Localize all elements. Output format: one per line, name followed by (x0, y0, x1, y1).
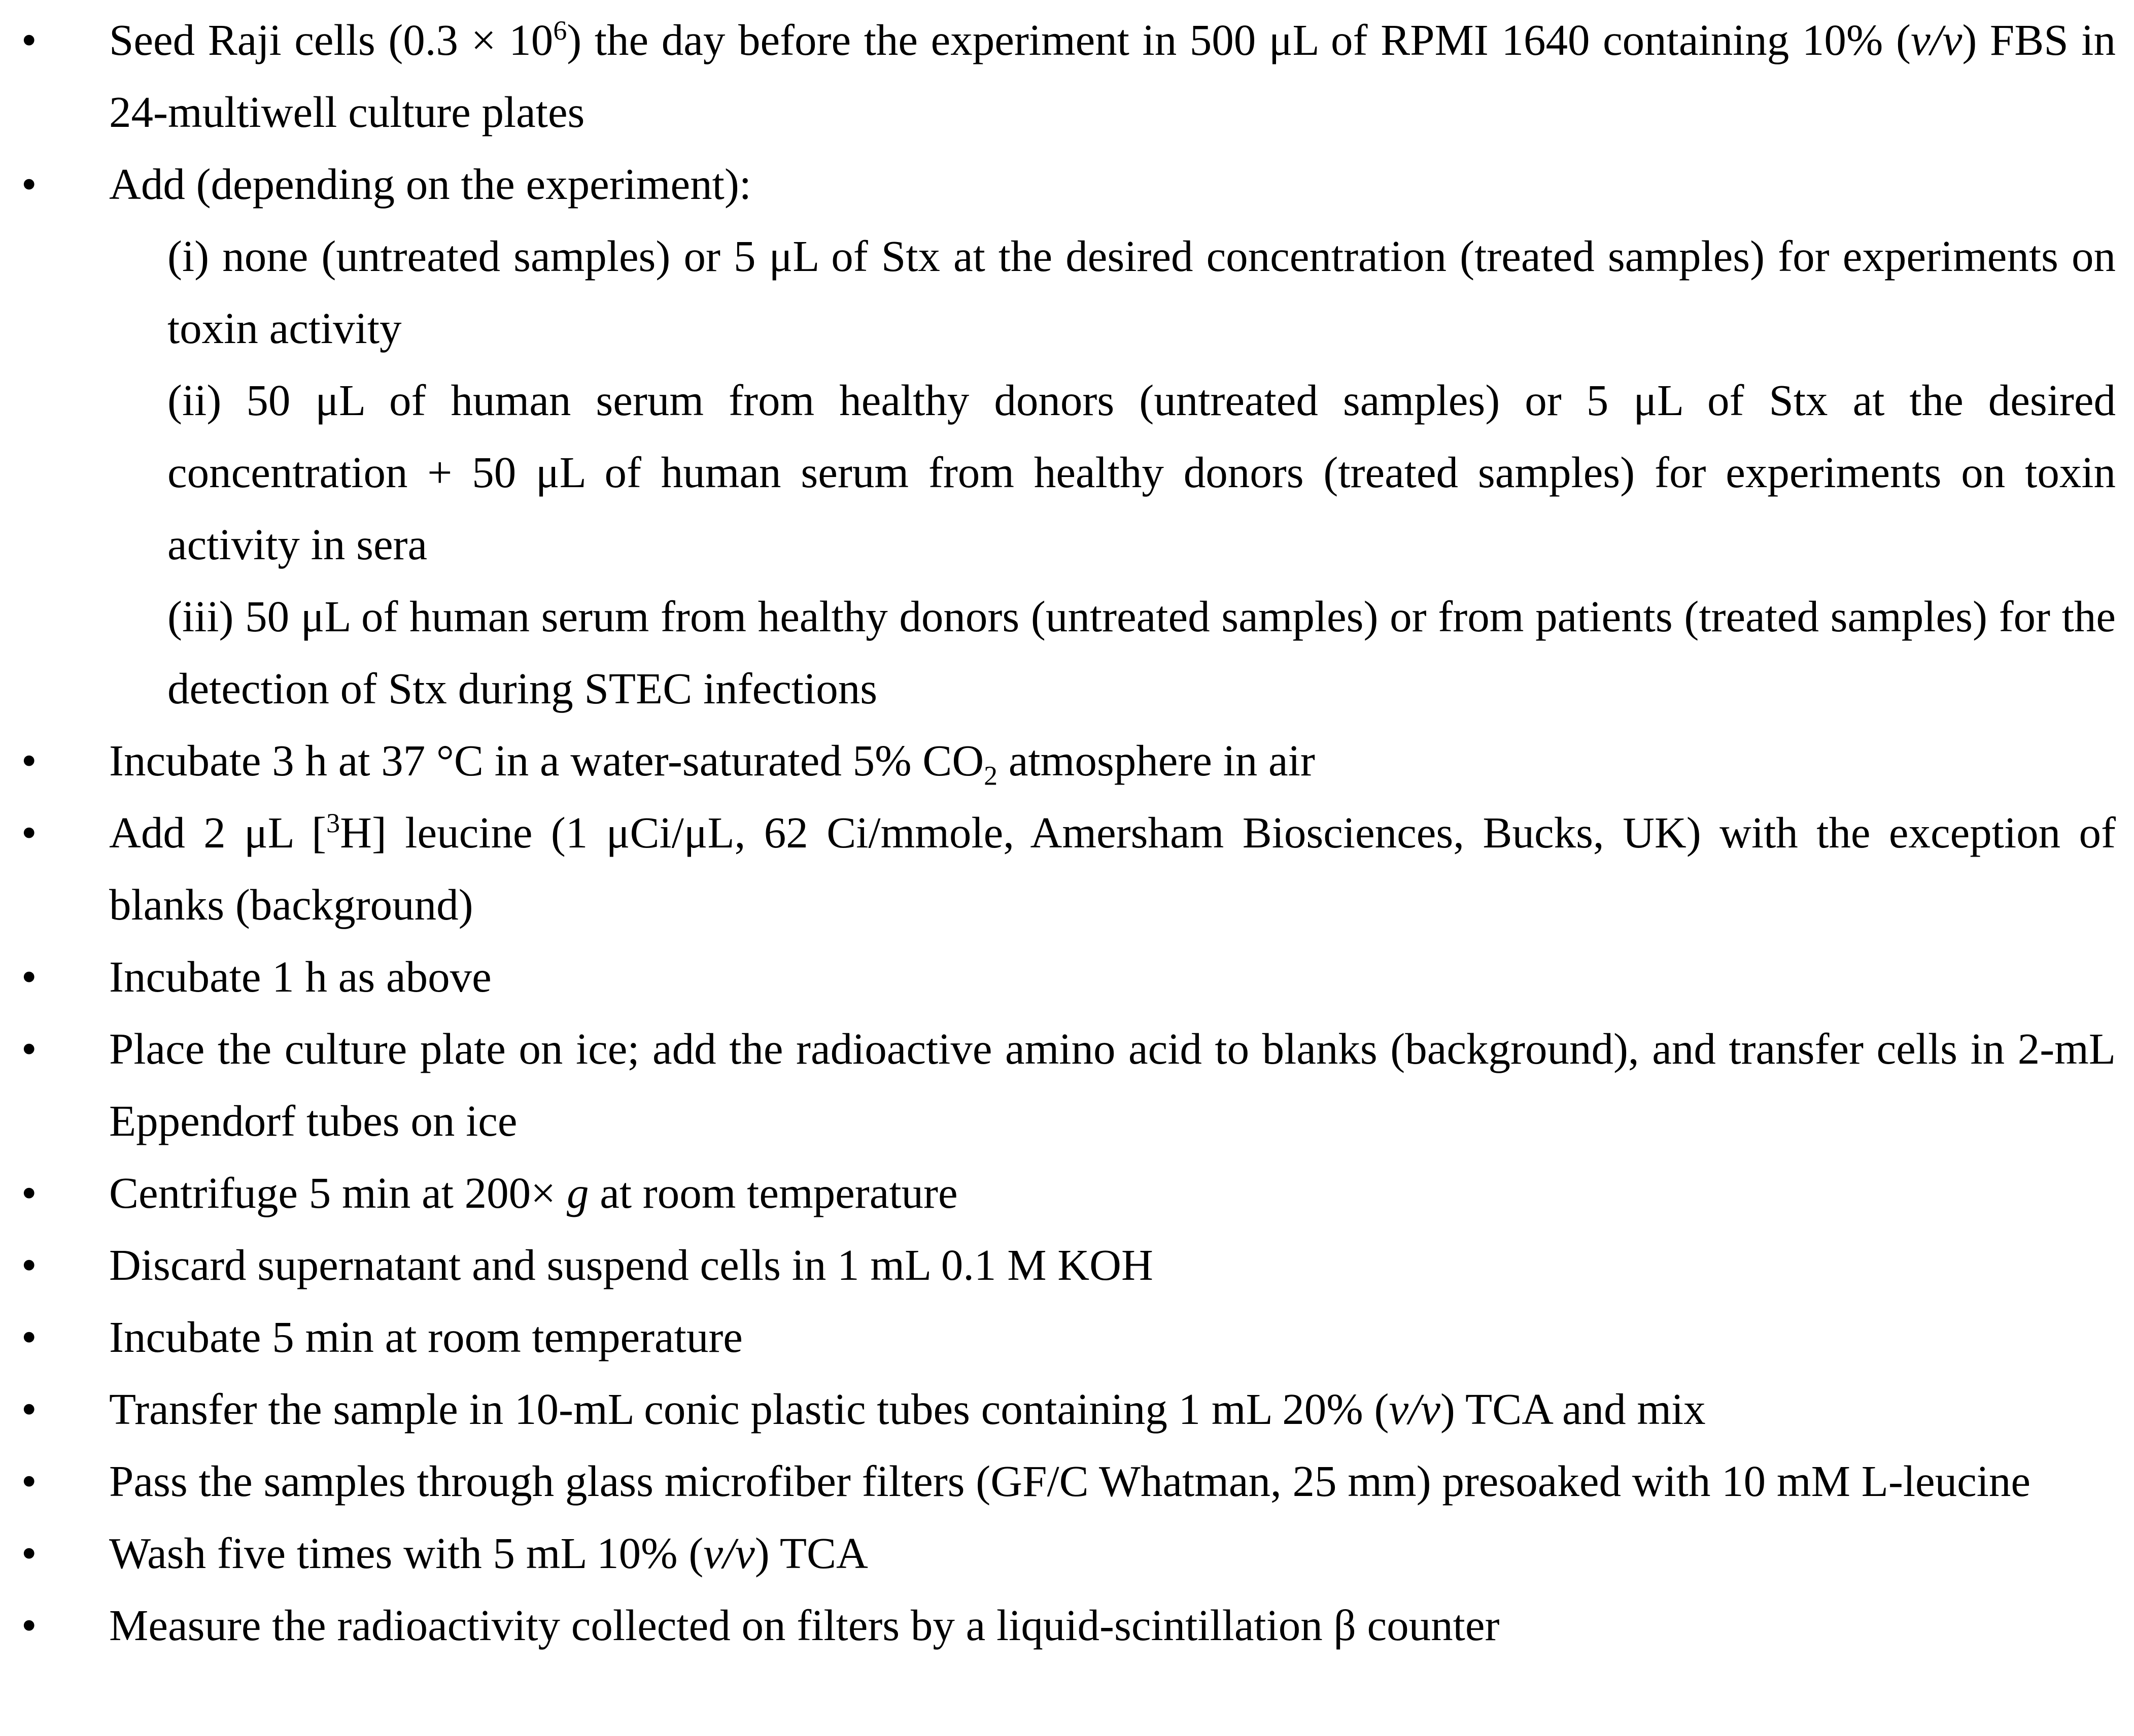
item-text (167, 364, 2116, 581)
bullet-item (0, 1013, 2116, 1157)
item-text (109, 1157, 2116, 1229)
text-segment: Seed Raji cells (0.3 × 10 (109, 15, 554, 64)
bullet-item (0, 1373, 2116, 1445)
sub-item (0, 220, 2116, 364)
item-text (167, 581, 2116, 725)
bullet-marker: • (21, 1024, 37, 1073)
text-segment: Add (depending on the experiment): (109, 159, 751, 209)
bullet-marker: • (21, 808, 37, 857)
bullet-item (0, 941, 2116, 1013)
bullet-marker: • (21, 736, 37, 785)
item-text (109, 1229, 2116, 1301)
text-segment: v/v (703, 1528, 755, 1578)
text-segment: 3 (326, 808, 340, 838)
text-segment: ) TCA and mix (1440, 1384, 1706, 1434)
item-text (109, 1445, 2116, 1517)
bullet-marker: • (21, 1312, 37, 1361)
text-segment: v/v (1910, 15, 1963, 64)
bullet-marker: • (21, 15, 37, 64)
item-text (109, 1589, 2116, 1661)
item-text (109, 941, 2116, 1013)
text-segment: at room temperature (589, 1168, 958, 1217)
text-segment: Incubate 3 h at 37 °C in a water-saturated 5% CO (109, 736, 984, 785)
text-segment: Incubate 5 min at room temperature (109, 1312, 743, 1361)
bullet-marker: • (21, 1528, 37, 1578)
bullet-marker: • (21, 1240, 37, 1289)
text-segment: ) TCA (754, 1528, 868, 1578)
bullet-marker: • (21, 1384, 37, 1434)
text-segment: Place the culture plate on ice; add the radioactive amino acid to blanks (background), and transfer cells in 2-mL Eppendorf tubes on ice (109, 1024, 2116, 1145)
bullet-item (0, 1445, 2116, 1517)
text-segment: 6 (553, 15, 567, 46)
text-segment: atmosphere in air (997, 736, 1315, 785)
bullet-item (0, 1589, 2116, 1661)
bullet-item (0, 1301, 2116, 1373)
item-text (109, 1517, 2116, 1589)
item-text (167, 220, 2116, 364)
bullet-item (0, 1229, 2116, 1301)
text-segment: Pass the samples through glass microfiber filters (GF/C Whatman, 25 mm) presoaked with 10 mM L-leucine (109, 1456, 2031, 1506)
item-text (109, 4, 2116, 148)
bullet-marker: • (21, 159, 37, 209)
text-segment: (ii) 50 μL of human serum from healthy donors (untreated samples) or 5 μL of Stx at the desired concentration + 50 μL of human serum from healthy donors (treated samples) for experiments on toxin activity in sera (167, 376, 2116, 569)
item-text (109, 148, 2116, 220)
text-segment: Centrifuge 5 min at 200× (109, 1168, 567, 1217)
bullet-item (0, 725, 2116, 797)
text-segment: H] leucine (1 μCi/μL, 62 Ci/mmole, Amersham Biosciences, Bucks, UK) with the exception of blanks (background) (109, 808, 2116, 929)
text-segment: (i) none (untreated samples) or 5 μL of Stx at the desired concentration (treated samples) for experiments on toxin activity (167, 231, 2116, 353)
item-text (109, 1373, 2116, 1445)
bullet-item (0, 148, 2116, 220)
sub-item (0, 364, 2116, 581)
item-text (109, 797, 2116, 941)
bullet-marker: • (21, 1168, 37, 1217)
item-text (109, 1013, 2116, 1157)
bullet-item (0, 4, 2116, 148)
bullet-item (0, 1517, 2116, 1589)
text-segment: Wash five times with 5 mL 10% ( (109, 1528, 704, 1578)
text-segment: (iii) 50 μL of human serum from healthy donors (untreated samples) or from patients (treated samples) for the detection of Stx during STEC infections (167, 592, 2116, 713)
item-text (109, 725, 2116, 797)
bullet-marker: • (21, 1601, 37, 1650)
bullet-item (0, 1157, 2116, 1229)
bullet-marker: • (21, 952, 37, 1001)
text-segment: ) FBS in 24-multiwell culture plates (109, 15, 2116, 137)
text-segment: Add 2 μL [ (109, 808, 327, 857)
bullet-marker: • (21, 1456, 37, 1506)
item-text (109, 1301, 2116, 1373)
text-segment: g (567, 1168, 589, 1217)
text-segment: Incubate 1 h as above (109, 952, 492, 1001)
text-segment: ) the day before the experiment in 500 μL of RPMI 1640 containing 10% ( (567, 15, 1911, 64)
bullet-item (0, 797, 2116, 941)
sub-item (0, 581, 2116, 725)
text-segment: Discard supernatant and suspend cells in 1 mL 0.1 M KOH (109, 1240, 1153, 1289)
text-segment: Measure the radioactivity collected on filters by a liquid-scintillation β counter (109, 1601, 1500, 1650)
text-segment: v/v (1389, 1384, 1440, 1434)
text-segment: Transfer the sample in 10-mL conic plastic tubes containing 1 mL 20% ( (109, 1384, 1389, 1434)
text-segment: 2 (984, 760, 998, 791)
protocol-list (0, 4, 2116, 1661)
